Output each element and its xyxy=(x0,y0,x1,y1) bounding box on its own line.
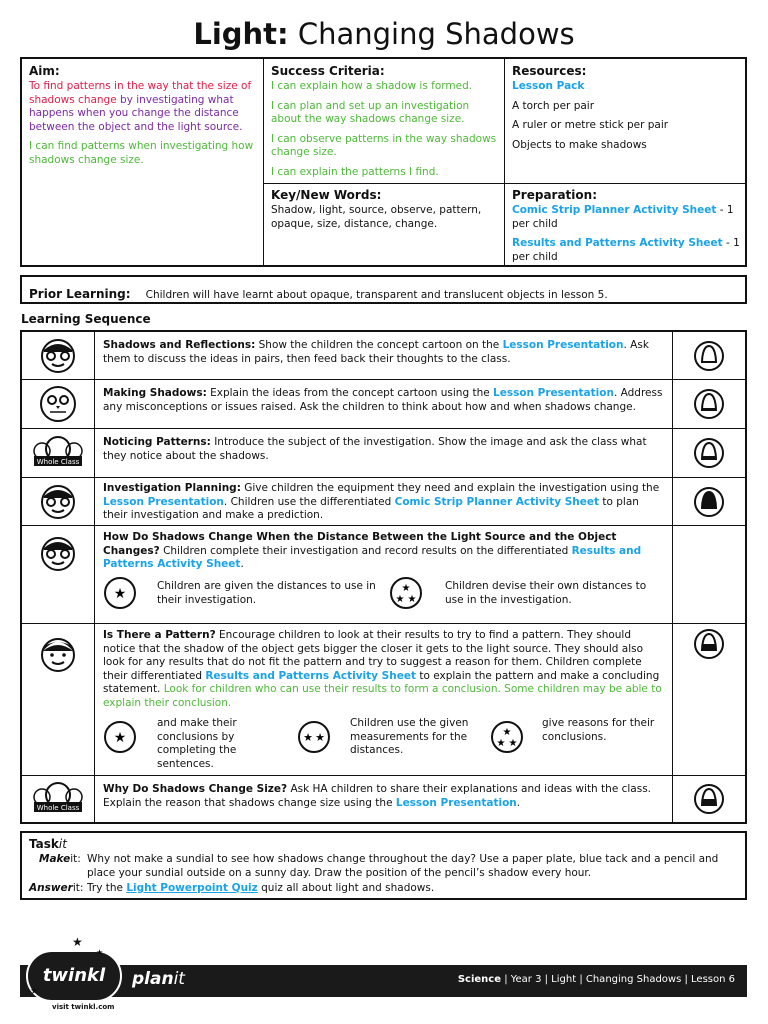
seq-title: Is There a Pattern? xyxy=(103,629,216,641)
seq-row xyxy=(22,429,745,478)
whole-class-badge: Whole Class xyxy=(36,804,80,812)
planit-logo xyxy=(132,969,185,989)
answer-it: it: xyxy=(72,882,84,894)
success-item: I can observe patterns in the way shadows change size. xyxy=(271,132,497,158)
seq-title: Making Shadows: xyxy=(103,387,207,399)
diff-text: Children use the given measurements for the distances. xyxy=(350,717,469,756)
svg-text:★: ★ xyxy=(496,738,506,749)
info-grid xyxy=(20,57,747,267)
pair-faces-icon xyxy=(38,484,78,520)
prior-label: Prior Learning: xyxy=(29,287,131,301)
seq-text: Introduce the subject of the investigation. Show the image and ask the class what they notice about the shadows. xyxy=(103,436,647,462)
prep-rest: - 1 per child xyxy=(512,204,734,230)
aim-cell xyxy=(22,59,264,267)
resource-item: A ruler or metre stick per pair xyxy=(512,119,669,131)
diff-text: and make their conclusions by completing the sentences. xyxy=(157,717,237,770)
footer-bar xyxy=(20,965,747,997)
keywords-heading: Key/New Words: xyxy=(271,188,382,202)
seq-row xyxy=(22,624,745,776)
answer-text: Try the xyxy=(87,882,127,894)
seq-text: . Address any misconceptions or issues raised. Ask the children to think about how and when shadows change. xyxy=(103,387,663,413)
resources-cell xyxy=(505,59,747,184)
egg-timer-icon xyxy=(694,626,724,662)
svg-text:★: ★ xyxy=(395,594,405,605)
whole-class-badge: Whole Class xyxy=(36,458,80,466)
seq-title: Noticing Patterns: xyxy=(103,436,211,448)
learning-sequence xyxy=(20,330,747,824)
make-text: Why not make a sundial to see how shadows change throughout the day? Use a paper plate, blue tack and a pencil and place your sundial outside on a sunny day. Draw the position of the pencil’s shadow every hour. xyxy=(87,853,719,879)
resource-item: Objects to make shadows xyxy=(512,138,647,151)
whole-class-icon xyxy=(30,779,86,819)
aim-heading: Aim: xyxy=(29,64,60,78)
footer-lesson: | Year 3 | Light | Changing Shadows | Lesson 6 xyxy=(501,974,735,985)
svg-text:★: ★ xyxy=(113,730,127,746)
resources-heading: Resources: xyxy=(512,64,587,78)
prior-learning xyxy=(20,275,747,304)
diff-text: Children are given the distances to use in their investigation. xyxy=(157,580,376,606)
seq-text: . xyxy=(240,558,244,570)
success-cell xyxy=(264,59,505,184)
whole-class-icon xyxy=(30,433,86,473)
preparation-heading: Preparation: xyxy=(512,188,597,202)
pair-faces-icon xyxy=(38,338,78,374)
svg-text:★: ★ xyxy=(407,594,417,605)
seq-text: to explain the pattern and make a concluding statement. xyxy=(103,669,660,695)
success-item: I can explain the patterns I find. xyxy=(271,165,439,178)
egg-timer-icon xyxy=(694,484,724,520)
comic-strip-link[interactable]: Comic Strip Planner Activity Sheet xyxy=(394,495,600,508)
comic-strip-link[interactable]: Comic Strip Planner Activity Sheet xyxy=(512,204,717,216)
results-patterns-link[interactable]: Results and Patterns Activity Sheet xyxy=(205,669,416,682)
answer-text: quiz all about light and shadows. xyxy=(257,882,435,894)
svg-text:★: ★ xyxy=(502,727,512,738)
two-star-icon xyxy=(297,720,331,754)
task-title-it: it xyxy=(58,837,67,851)
star-decoration-icon: ★ xyxy=(72,935,83,949)
lesson-pack-link[interactable]: Lesson Pack xyxy=(512,80,585,92)
one-star-icon xyxy=(103,720,137,754)
planit-plan: plan xyxy=(132,969,174,989)
light-quiz-link[interactable]: Light Powerpoint Quiz xyxy=(126,882,258,894)
seq-text: Explain the ideas from the concept cartoon using the xyxy=(206,387,494,399)
three-star-icon xyxy=(490,720,524,754)
title-rest: Changing Shadows xyxy=(288,17,575,51)
sequence-heading: Learning Sequence xyxy=(21,312,151,326)
seq-title: How Do Shadows Change When the Distance Between the Light Source and the Object Changes? xyxy=(103,531,617,557)
seq-row xyxy=(22,776,745,822)
seq-text: Encourage children to look at their results to try to find a pattern. They should notice that the shadow of the object gets bigger the closer it gets to the light source. They should also look for any results that do not fit the pattern and try to suggest a reason for them. Children complete their differentiated xyxy=(103,629,644,682)
make-label: Make xyxy=(39,853,71,865)
task-it xyxy=(20,831,747,900)
svg-text:★: ★ xyxy=(315,731,325,744)
seq-text: . Children use the differentiated xyxy=(223,495,395,508)
egg-timer-icon xyxy=(694,435,724,471)
keywords-cell xyxy=(264,184,505,267)
svg-text:★: ★ xyxy=(508,738,518,749)
diff-text: give reasons for their conclusions. xyxy=(542,717,655,743)
resource-item: A torch per pair xyxy=(512,99,595,112)
seq-text: to plan their investigation and make a prediction. xyxy=(103,495,639,521)
make-it: it: xyxy=(70,853,81,865)
svg-text:★: ★ xyxy=(303,731,313,744)
visit-link[interactable]: visit twinkl.com xyxy=(52,1003,115,1011)
seq-text: Ask HA children to share their explanations and ideas with the class. Explain the reason that shadows change size using the xyxy=(103,783,652,809)
footer-subject: Science xyxy=(457,974,502,985)
results-patterns-link[interactable]: Results and Patterns Activity Sheet xyxy=(512,237,723,249)
aim-i-can: I can find patterns when investigating how shadows change size. xyxy=(29,140,254,166)
seq-title: Why Do Shadows Change Size? xyxy=(103,783,288,795)
twinkl-logo xyxy=(26,950,122,1002)
seq-text: Show the children the concept cartoon on the xyxy=(255,339,503,351)
prep-rest: - 1 per child xyxy=(512,237,740,263)
lesson-presentation-link[interactable]: Lesson Presentation xyxy=(395,796,517,809)
seq-green-text: Look for children who can use their results to form a conclusion. Some children may be able to explain their conclusion. xyxy=(103,683,662,709)
star-decoration-icon: ★ xyxy=(30,986,39,997)
keywords-text: Shadow, light, source, observe, pattern, opaque, size, distance, change. xyxy=(271,204,482,230)
seq-text: Give children the equipment they need and explain the investigation using the xyxy=(240,482,660,494)
seq-row xyxy=(22,478,745,526)
seq-title: Investigation Planning: xyxy=(103,482,241,494)
lesson-presentation-link[interactable]: Lesson Presentation xyxy=(493,387,614,399)
owl-icon xyxy=(38,385,78,423)
seq-row xyxy=(22,380,745,429)
egg-timer-icon xyxy=(694,386,724,422)
success-item: I can explain how a shadow is formed. xyxy=(271,80,473,92)
planit-it: it xyxy=(173,969,185,989)
diff-text: Children devise their own distances to use in the investigation. xyxy=(445,580,647,606)
page-title xyxy=(0,14,768,54)
title-bold: Light: xyxy=(193,17,289,51)
lesson-presentation-link[interactable]: Lesson Presentation xyxy=(502,339,624,351)
results-patterns-link[interactable]: Results and Patterns Activity Sheet xyxy=(103,544,642,570)
svg-text:★: ★ xyxy=(401,583,411,594)
pair-faces-icon xyxy=(38,536,78,572)
svg-text:★: ★ xyxy=(113,586,127,602)
egg-timer-icon xyxy=(694,338,724,374)
three-star-icon xyxy=(389,576,423,610)
success-heading: Success Criteria: xyxy=(271,64,385,78)
star-decoration-icon: ★ xyxy=(96,948,104,957)
one-star-icon xyxy=(103,576,137,610)
success-item: I can plan and set up an investigation about the way shadows change size. xyxy=(271,99,470,125)
seq-text: . Ask them to discuss the ideas in pairs, then feed back their thoughts to the class. xyxy=(103,339,649,365)
aim-text-purple: by investigating what happens when you change the distance between the object and the light source. xyxy=(29,93,243,133)
prior-text: Children will have learnt about opaque, transparent and translucent objects in lesson 5. xyxy=(145,289,608,301)
answer-label: Answer xyxy=(29,882,73,894)
seq-title: Shadows and Reflections: xyxy=(103,339,256,351)
seq-row xyxy=(22,526,745,624)
aim-text-red: To find patterns in the way that the size of shadows change xyxy=(29,80,252,106)
seq-text: . xyxy=(516,796,521,809)
task-title: Task xyxy=(29,837,59,851)
lesson-presentation-link[interactable]: Lesson Presentation xyxy=(103,495,224,508)
logo-text: twinkl xyxy=(42,965,106,986)
preparation-cell xyxy=(505,184,747,267)
seq-text: Children complete their investigation and record results on the differentiated xyxy=(159,544,572,557)
child-face-icon xyxy=(38,635,78,673)
seq-row xyxy=(22,332,745,380)
egg-timer-icon xyxy=(694,781,724,817)
